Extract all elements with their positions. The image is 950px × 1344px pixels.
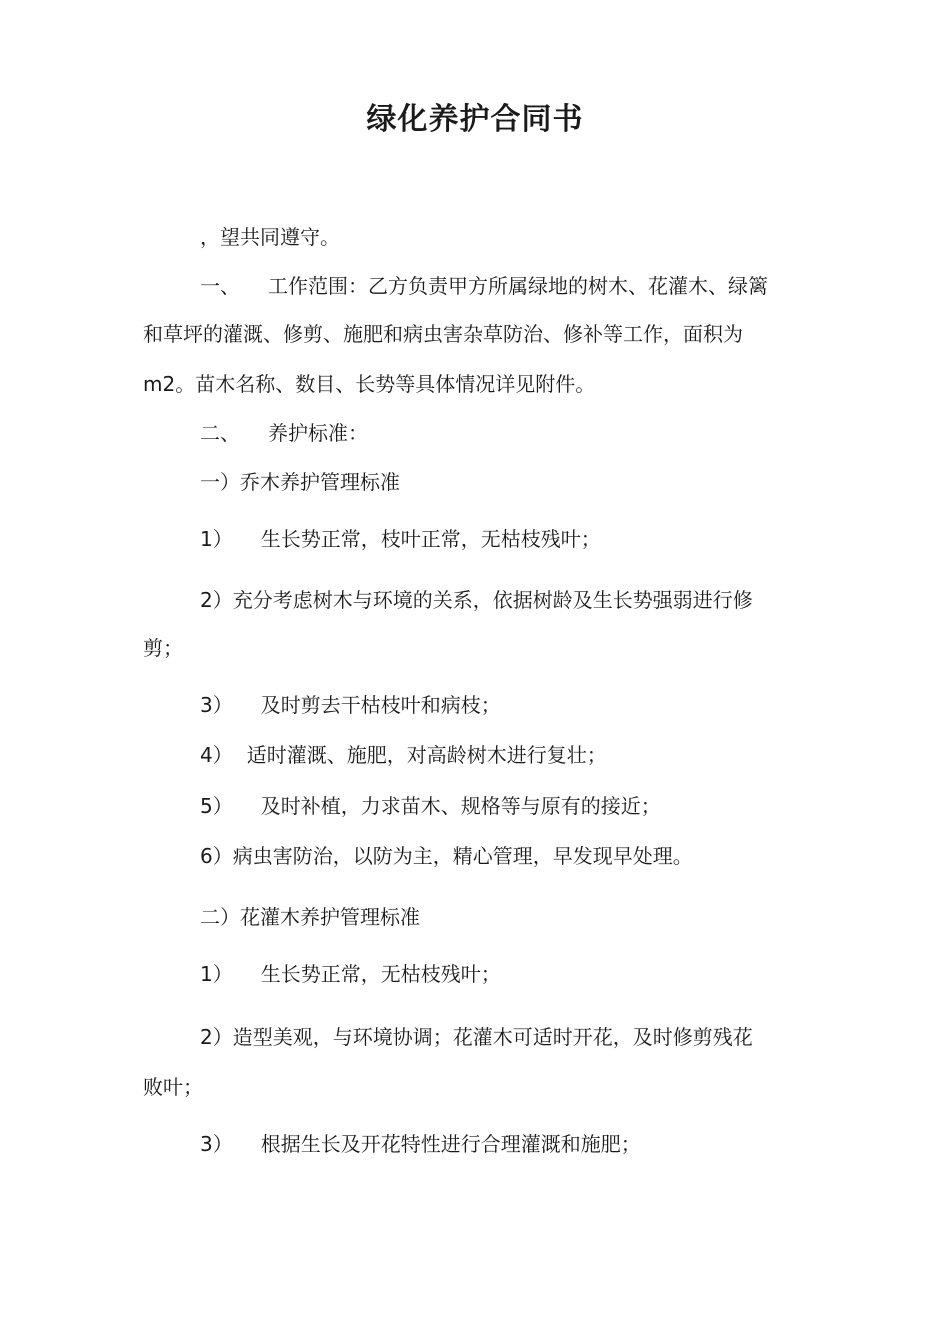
item-number: 1） (200, 962, 233, 986)
clause-1-number: 一、 (200, 274, 240, 298)
clause-1-line-3: m2。苗木名称、数目、长势等具体情况详见附件。 (143, 372, 596, 396)
section-2-item-2-line-1: 2）造型美观，与环境协调；花灌木可适时开花，及时修剪残花 (200, 1025, 753, 1049)
section-1-item-2-line-1: 2）充分考虑树木与环境的关系，依据树龄及生长势强弱进行修 (200, 588, 753, 612)
item-number: 3） (200, 1132, 233, 1156)
item-number: 5） (200, 794, 233, 818)
item-text: 及时补植，力求苗木、规格等与原有的接近； (260, 794, 661, 818)
item-number: 4） (200, 743, 233, 767)
section-1-item-1 (200, 524, 825, 554)
section-1-item-4 (200, 740, 825, 770)
section-1-item-3 (200, 690, 825, 720)
section-1-item-2-line-2: 剪； (143, 636, 183, 660)
clause-2-number: 二、 (200, 421, 240, 445)
section-2-heading: 二）花灌木养护管理标准 (200, 905, 420, 929)
clause-2 (200, 418, 825, 448)
item-text: 生长势正常，枝叶正常，无枯枝残叶； (260, 527, 601, 551)
paragraph-intro: ，望共同遵守。 (200, 225, 340, 249)
clause-2-text: 养护标准： (268, 421, 368, 445)
clause-1-line-2: 和草坪的灌溉、修剪、施肥和病虫害杂草防治、修补等工作，面积为 (143, 322, 743, 346)
clause-1-line-1 (200, 271, 825, 301)
section-1-item-5 (200, 791, 825, 821)
item-number: 3） (200, 693, 233, 717)
document-title: 绿化养护合同书 (366, 102, 584, 137)
section-1-item-6: 6）病虫害防治，以防为主，精心管理，早发现早处理。 (200, 844, 693, 868)
item-number: 1） (200, 527, 233, 551)
section-2-item-3 (200, 1129, 825, 1159)
item-text: 适时灌溉、施肥，对高龄树木进行复壮； (246, 743, 607, 767)
section-2-item-2-line-2: 败叶； (143, 1075, 203, 1099)
item-text: 生长势正常，无枯枝残叶； (260, 962, 501, 986)
item-text: 及时剪去干枯枝叶和病枝； (260, 693, 501, 717)
section-1-heading: 一）乔木养护管理标准 (200, 470, 400, 494)
section-2-item-1 (200, 959, 825, 989)
item-text: 根据生长及开花特性进行合理灌溉和施肥； (260, 1132, 641, 1156)
clause-1-text: 工作范围：乙方负责甲方所属绿地的树木、花灌木、绿篱 (268, 274, 768, 298)
